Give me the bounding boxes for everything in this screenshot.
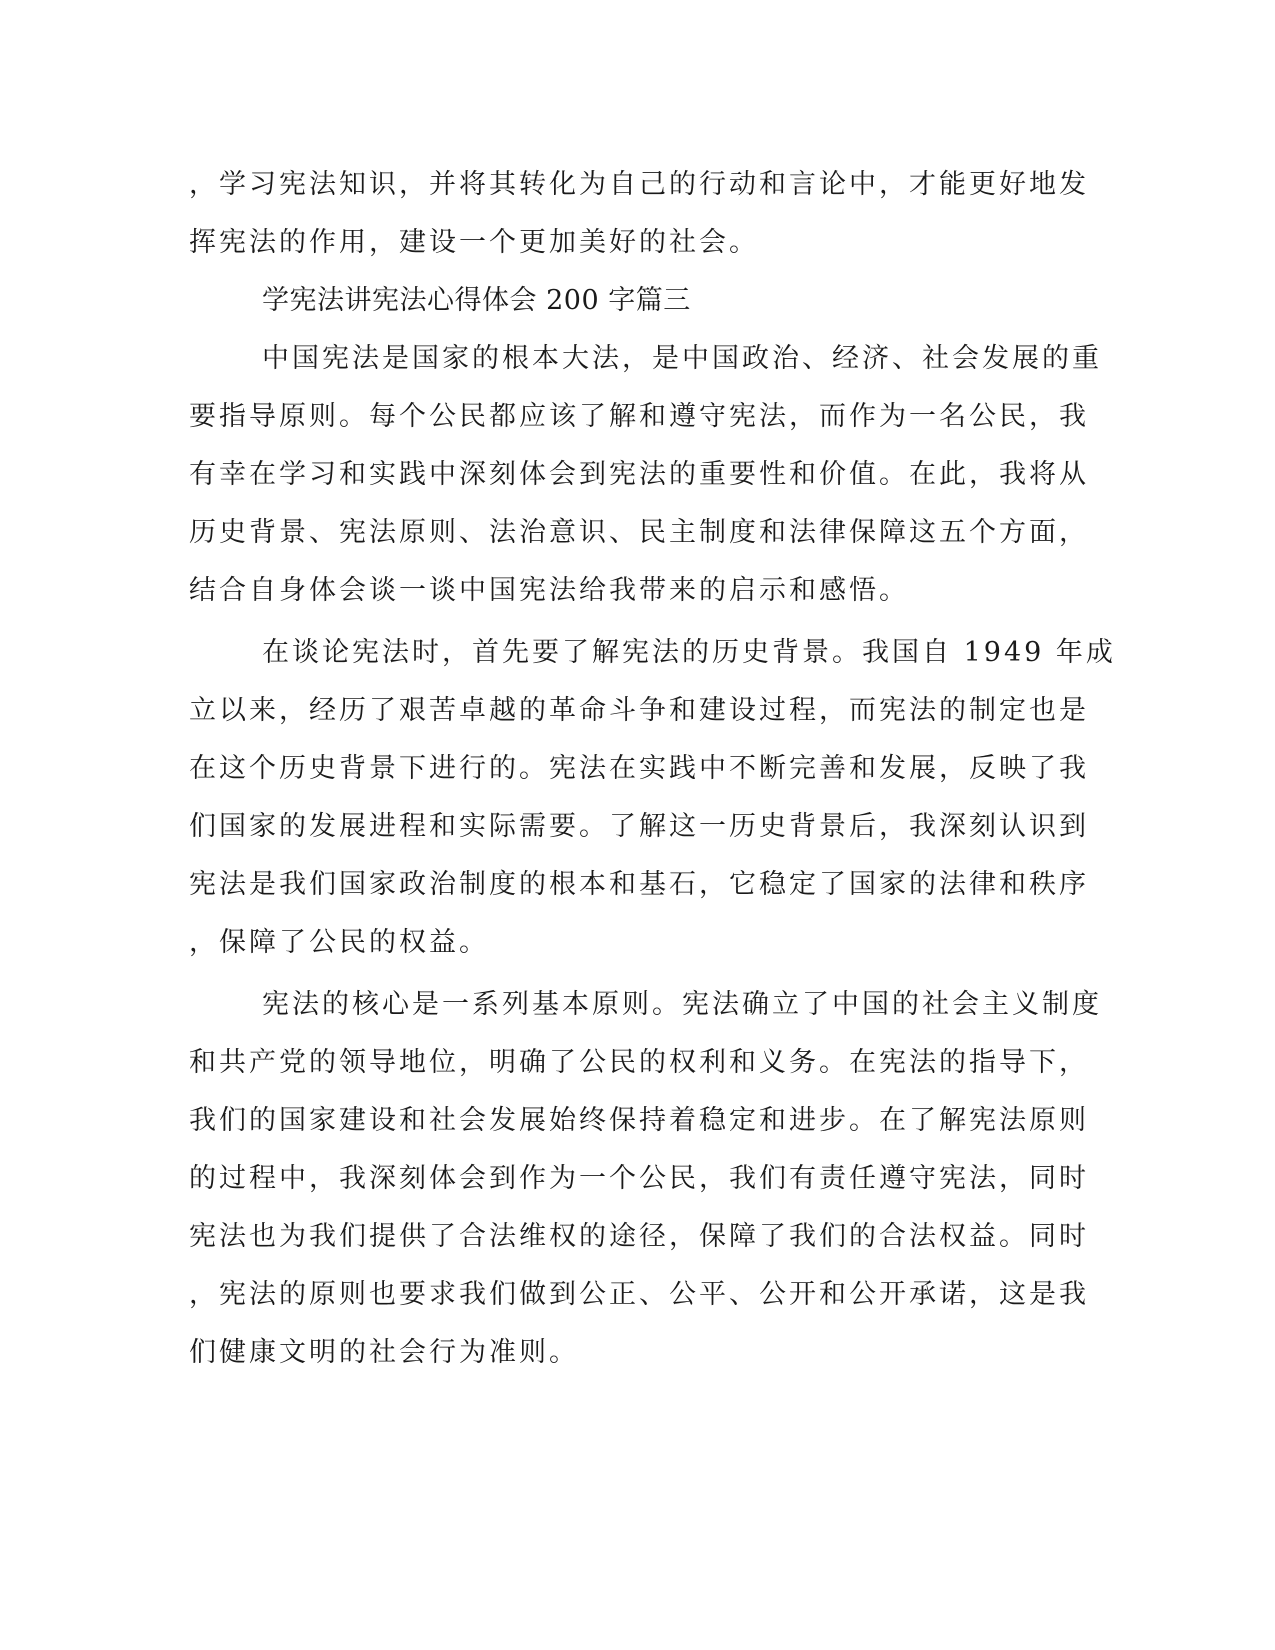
text-line: ，保障了公民的权益。 bbox=[189, 927, 489, 958]
text-line: 有幸在学习和实践中深刻体会到宪法的重要性和价值。在此，我将从 bbox=[189, 459, 1089, 490]
text-line: 们国家的发展进程和实际需要。了解这一历史背景后，我深刻认识到 bbox=[189, 811, 1089, 842]
text-line: 宪法是我们国家政治制度的根本和基石，它稳定了国家的法律和秩序 bbox=[189, 869, 1089, 900]
text-line: 宪法的核心是一系列基本原则。宪法确立了中国的社会主义制度 bbox=[262, 989, 1102, 1020]
text-line: 宪法也为我们提供了合法维权的途径，保障了我们的合法权益。同时 bbox=[189, 1221, 1089, 1252]
text-line: 们健康文明的社会行为准则。 bbox=[189, 1337, 579, 1368]
text-line: 要指导原则。每个公民都应该了解和遵守宪法，而作为一名公民，我 bbox=[189, 401, 1089, 432]
text-line: 历史背景、宪法原则、法治意识、民主制度和法律保障这五个方面， bbox=[189, 517, 1089, 548]
text-line: 和共产党的领导地位，明确了公民的权利和义务。在宪法的指导下， bbox=[189, 1047, 1089, 1078]
text-line: 在这个历史背景下进行的。宪法在实践中不断完善和发展，反映了我 bbox=[189, 753, 1089, 784]
text-line: 结合自身体会谈一谈中国宪法给我带来的启示和感悟。 bbox=[189, 575, 909, 606]
text-line: ，学习宪法知识，并将其转化为自己的行动和言论中，才能更好地发 bbox=[189, 169, 1089, 200]
text-line: 我们的国家建设和社会发展始终保持着稳定和进步。在了解宪法原则 bbox=[189, 1105, 1089, 1136]
text-line: 中国宪法是国家的根本大法，是中国政治、经济、社会发展的重 bbox=[262, 343, 1102, 374]
text-line: 在谈论宪法时，首先要了解宪法的历史背景。我国自 1949 年成 bbox=[262, 637, 1116, 668]
section-title: 学宪法讲宪法心得体会 200 字篇三 bbox=[262, 285, 691, 316]
text-line: 挥宪法的作用，建设一个更加美好的社会。 bbox=[189, 227, 759, 258]
text-line: 的过程中，我深刻体会到作为一个公民，我们有责任遵守宪法，同时 bbox=[189, 1163, 1089, 1194]
text-line: ，宪法的原则也要求我们做到公正、公平、公开和公开承诺，这是我 bbox=[189, 1279, 1089, 1310]
text-line: 立以来，经历了艰苦卓越的革命斗争和建设过程，而宪法的制定也是 bbox=[189, 695, 1089, 726]
